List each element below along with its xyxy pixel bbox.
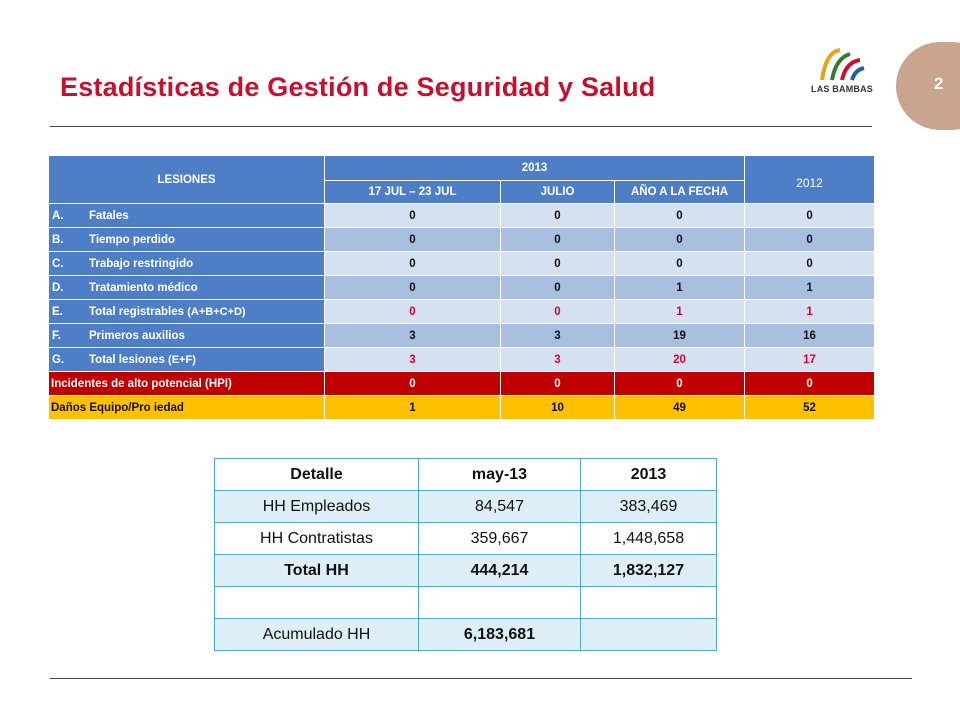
cell-value: 3 [501,324,615,348]
lesiones-header-year-row [49,156,875,181]
logo-text: LAS BAMBAS [811,84,873,94]
cell-value: 0 [325,204,501,228]
column-header-ytd: AÑO A LA FECHA [615,181,745,204]
row-label: HH Contratistas [215,523,419,555]
cell-value: 359,667 [419,523,581,555]
column-header-detalle: Detalle [215,459,419,491]
hh-header-row [215,459,717,491]
table-row [49,252,875,276]
row-label: A. Fatales [49,204,325,228]
cell-value: 1,832,127 [581,555,717,587]
cell-value: 0 [745,372,875,396]
table-row [49,204,875,228]
table-row [215,491,717,523]
cell-value: 0 [745,252,875,276]
las-bambas-logo [806,46,878,104]
table-row [49,276,875,300]
cell-value: 16 [745,324,875,348]
cell-value: 3 [325,348,501,372]
cell-value: 0 [745,204,875,228]
cell-value: 1,448,658 [581,523,717,555]
row-label: D. Tratamiento médico [49,276,325,300]
cell-value: 0 [501,300,615,324]
row-label: Incidentes de alto potencial (HPI) [49,372,325,396]
column-header-may: may-13 [419,459,581,491]
table-row [49,300,875,324]
footer-divider [50,678,912,679]
cell-value: 1 [615,300,745,324]
page-title: Estadísticas de Gestión de Seguridad y Salud [60,72,656,102]
cell-value: 19 [615,324,745,348]
cell-value [419,587,581,619]
lesiones-header: LESIONES [49,156,325,204]
cell-value: 0 [745,228,875,252]
cell-value: 0 [615,372,745,396]
row-label: F. Primeros auxilios [49,324,325,348]
cell-value [581,619,717,651]
row-label: E. Total registrables (A+B+C+D) [49,300,325,324]
cell-value: 0 [325,300,501,324]
cell-value: 10 [501,396,615,420]
cell-value: 0 [615,252,745,276]
cell-value: 20 [615,348,745,372]
cell-value: 383,469 [581,491,717,523]
row-label: C. Trabajo restringido [49,252,325,276]
column-header-month: JULIO [501,181,615,204]
column-header-year: 2013 [581,459,717,491]
cell-value: 6,183,681 [419,619,581,651]
year-header: 2013 [325,156,745,181]
cell-value: 0 [501,252,615,276]
cell-value: 0 [501,276,615,300]
row-label: Acumulado HH [215,619,419,651]
table-row [215,619,717,651]
cell-value: 0 [325,228,501,252]
row-label: Daños Equipo/Pro iedad [49,396,325,420]
cell-value: 1 [325,396,501,420]
cell-value: 49 [615,396,745,420]
cell-value: 1 [745,300,875,324]
cell-value: 0 [615,204,745,228]
cell-value: 0 [615,228,745,252]
row-label [215,587,419,619]
cell-value: 1 [615,276,745,300]
cell-value: 0 [325,276,501,300]
cell-value: 0 [501,204,615,228]
cell-value: 0 [325,252,501,276]
cell-value: 0 [325,372,501,396]
table-row [215,587,717,619]
cell-value: 3 [325,324,501,348]
cell-value: 0 [501,372,615,396]
cell-value: 3 [501,348,615,372]
table-row [215,523,717,555]
hh-table [214,458,717,651]
row-label: HH Empleados [215,491,419,523]
table-row [49,228,875,252]
cell-value: 1 [745,276,875,300]
lesiones-table [48,155,875,420]
page-number-badge [896,42,960,130]
page-number: 2 [934,74,944,93]
danos-row [49,396,875,420]
cell-value: 444,214 [419,555,581,587]
table-row [215,555,717,587]
table-row [49,348,875,372]
table-row [49,324,875,348]
cell-value: 0 [501,228,615,252]
title-divider [50,126,872,127]
cell-value: 84,547 [419,491,581,523]
las-bambas-arcs-icon [816,46,868,82]
cell-value [581,587,717,619]
cell-value: 17 [745,348,875,372]
cell-value: 52 [745,396,875,420]
row-label: G. Total lesiones (E+F) [49,348,325,372]
column-header-week: 17 JUL – 23 JUL [325,181,501,204]
hpi-row [49,372,875,396]
row-label: B. Tiempo perdido [49,228,325,252]
prev-year-header: 2012 [745,156,875,204]
row-label: Total HH [215,555,419,587]
